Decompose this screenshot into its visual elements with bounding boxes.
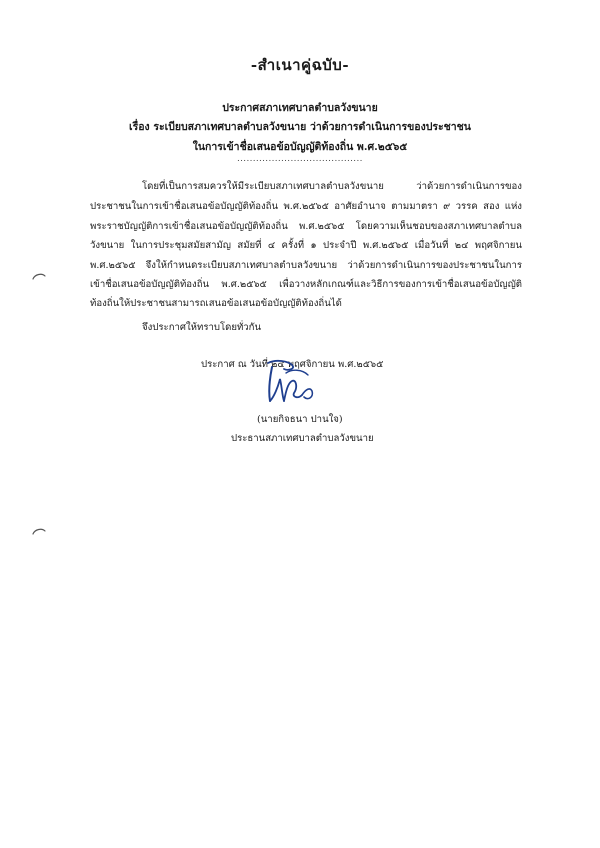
copy-mark: -สำเนาคู่ฉบับ- <box>250 56 350 74</box>
handwritten-signature <box>258 357 322 409</box>
body-line: เข้าชื่อเสนอข้อบัญญัติท้องถิ่น พ.ศ.๒๕๖๕ เพื่อวางหลักเกณฑ์และวิธีการของการเข้าชื่อเสนอข้อบัญญัติ <box>90 279 522 290</box>
body-line: ประชาชนในการเข้าชื่อเสนอข้อบัญญัติท้องถิ่น พ.ศ.๒๕๖๕ อาศัยอำนาจ ตามมาตรา ๙ วรรค สอง แห่ง <box>90 201 522 212</box>
announcement-closing: จึงประกาศให้ทราบโดยทั่วกัน <box>142 322 262 333</box>
given-date: ประกาศ ณ วันที่ ๒๔ พฤศจิกายน พ.ศ.๒๕๖๕ <box>201 359 384 370</box>
announcement-subject: เรื่อง ระเบียบสภาเทศบาลตำบลวังขนาย ว่าด้วยการดำเนินการของประชาชน <box>129 121 471 133</box>
announcement-title: ประกาศสภาเทศบาลตำบลวังขนาย <box>222 102 378 114</box>
punch-hole-mark <box>32 272 46 280</box>
body-line: วังขนาย ในการประชุมสมัยสามัญ สมัยที่ ๔ ครั้งที่ ๑ ประจำปี พ.ศ.๒๕๖๕ เมื่อวันที่ ๒๔ พฤศจิกายน <box>90 240 522 251</box>
body-line: ท้องถิ่นให้ประชาชนสามารถเสนอข้อเสนอข้อบัญญัติท้องถิ่นได้ <box>90 298 342 309</box>
body-line: โดยที่เป็นการสมควรให้มีระเบียบสภาเทศบาลตำบลวังขนาย ว่าด้วยการดำเนินการของ <box>142 181 522 192</box>
punch-hole-mark <box>32 527 46 535</box>
announcement-subject-continued: ในการเข้าชื่อเสนอข้อบัญญัติท้องถิ่น พ.ศ.๒๕๖๕ <box>192 141 408 153</box>
body-line: พ.ศ.๒๕๖๕ จึงให้กำหนดระเบียบสภาเทศบาลตำบลวังขนาย ว่าด้วยการดำเนินการของประชาชนในการ <box>90 260 522 271</box>
signer-name: (นายกิจธนา ปานใจ) <box>257 414 343 425</box>
body-line: พระราชบัญญัติการเข้าชื่อเสนอข้อบัญญัติท้องถิ่น พ.ศ.๒๕๖๕ โดยความเห็นชอบของสภาเทศบาลตำบล <box>90 221 522 232</box>
signer-title: ประธานสภาเทศบาลตำบลวังขนาย <box>231 433 374 444</box>
separator-line: ........................................ <box>237 154 363 163</box>
